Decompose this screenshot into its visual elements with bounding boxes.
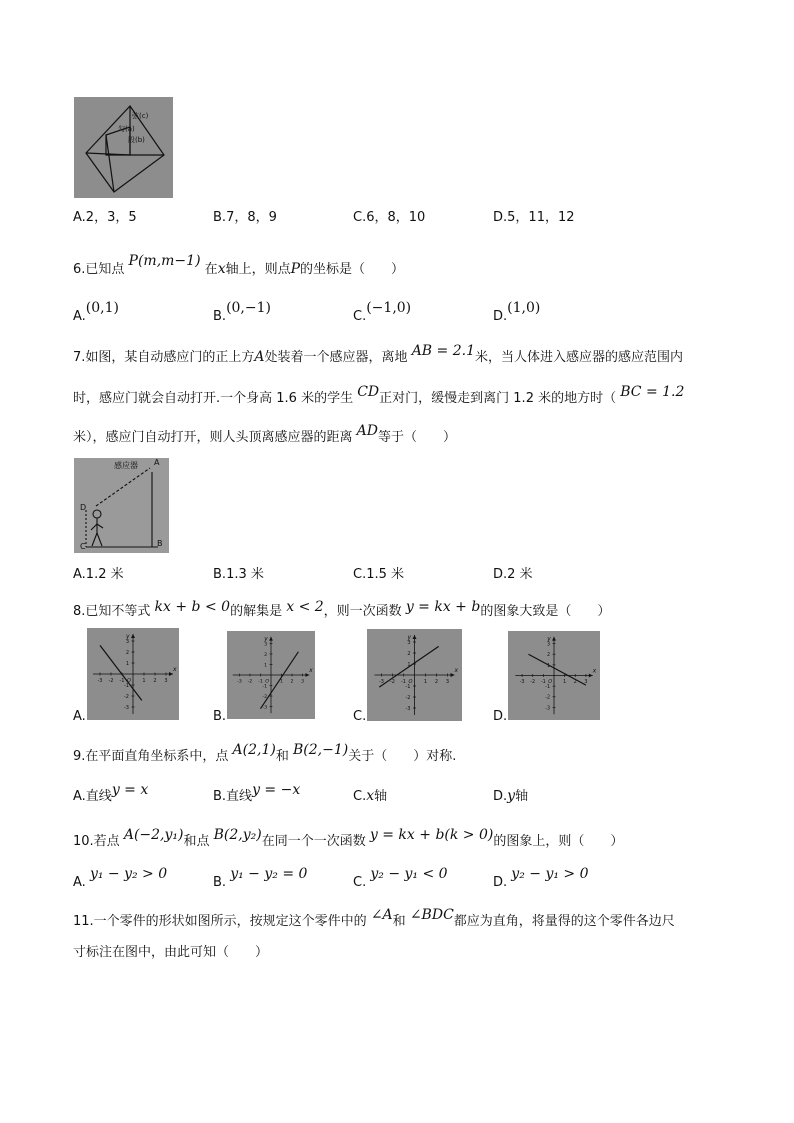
x-tick-label: 3 xyxy=(445,679,450,685)
x-tick-label: 3 xyxy=(584,680,588,686)
x-tick-label: -2 xyxy=(247,679,253,685)
y-tick-label: 3 xyxy=(264,642,268,648)
q8-option-c[interactable]: C. xyxy=(353,709,367,724)
x-tick-label: -2 xyxy=(530,680,536,686)
y-tick-label: -3 xyxy=(545,706,551,712)
q6-option-a[interactable]: A.(0,1) xyxy=(73,300,119,324)
y-tick-label: -3 xyxy=(405,706,411,712)
x-tick-label: 3 xyxy=(301,679,305,685)
x-tick-label: -1 xyxy=(119,678,125,684)
q8-stem: 8.已知不等式 kx + b < 0的解集是 x < 2，则一次函数 y = kx + b的图象大致是（ ） xyxy=(73,599,611,619)
x-tick-label: 2 xyxy=(573,680,577,686)
y-arrow xyxy=(269,637,273,641)
q10-option-d[interactable]: D. y₂ − y₁ > 0 xyxy=(493,866,589,890)
x-tick-label: 3 xyxy=(164,678,168,684)
function-line xyxy=(97,645,142,700)
x-axis-label: x xyxy=(454,667,459,674)
y-tick-label: 2 xyxy=(125,650,129,656)
q8-graph-b xyxy=(227,631,315,719)
y-tick-label: 1 xyxy=(125,661,129,667)
y-tick-label: -2 xyxy=(262,694,268,700)
function-line xyxy=(528,654,588,686)
q6-option-c[interactable]: C.(−1,0) xyxy=(353,300,412,324)
pythagoras-figure xyxy=(74,97,173,198)
y-axis-label: y xyxy=(547,636,551,643)
y-tick-label: 2 xyxy=(547,653,551,659)
y-tick-label: -3 xyxy=(124,705,129,711)
q6-option-d[interactable]: D.(1,0) xyxy=(493,300,541,324)
x-tick-label: -3 xyxy=(97,678,103,684)
q5-option-c[interactable]: C.6，8，10 xyxy=(353,210,426,225)
y-tick-label: -2 xyxy=(545,695,551,701)
label-a: A xyxy=(154,458,160,467)
x-tick-label: -1 xyxy=(401,679,406,685)
label-gou: 勾(a) xyxy=(118,125,135,133)
q9-stem: 9.在平面直角坐标系中，点 A(2,1)和 B(2,−1)关于（ ）对称. xyxy=(73,742,457,764)
x-axis-label: x xyxy=(173,666,177,673)
q10-option-c[interactable]: C. y₂ − y₁ < 0 xyxy=(353,866,448,890)
q7-option-b[interactable]: B.1.3 米 xyxy=(213,567,264,582)
x-tick-label: 1 xyxy=(563,680,567,686)
origin-label: O xyxy=(548,680,553,686)
y-tick-label: -1 xyxy=(405,684,411,690)
x-tick-label: 2 xyxy=(434,679,439,685)
x-tick-label: -3 xyxy=(519,680,525,686)
y-tick-label: -3 xyxy=(262,705,268,711)
q5-option-a[interactable]: A.2，3，5 xyxy=(73,210,137,225)
y-tick-label: -1 xyxy=(124,683,129,689)
y-arrow xyxy=(413,635,417,639)
x-tick-label: -3 xyxy=(379,679,384,685)
y-tick-label: 3 xyxy=(407,640,411,646)
x-tick-label: 1 xyxy=(142,678,146,684)
y-tick-label: -1 xyxy=(545,685,551,691)
q5-option-b[interactable]: B.7，8，9 xyxy=(213,210,277,225)
q7-option-c[interactable]: C.1.5 米 xyxy=(353,567,405,582)
q9-option-a[interactable]: A.直线y = x xyxy=(73,782,149,804)
label-xian: 弦(c) xyxy=(132,112,149,120)
q5-option-d[interactable]: D.5，11，12 xyxy=(493,210,575,225)
q9-option-c[interactable]: C.x轴 xyxy=(353,788,388,804)
y-tick-label: 2 xyxy=(407,651,411,657)
origin-label: O xyxy=(127,678,131,684)
x-tick-label: -1 xyxy=(540,680,546,686)
x-tick-label: -3 xyxy=(237,679,242,685)
x-tick-label: 2 xyxy=(153,678,157,684)
x-tick-label: -1 xyxy=(258,679,263,685)
q11-stem-line1: 11.一个零件的形状如图所示，按规定这个零件中的 ∠A和 ∠BDC都应为直角，将量得的这个零件各边尺 xyxy=(73,907,675,929)
y-tick-label: -2 xyxy=(124,694,129,700)
x-tick-label: -2 xyxy=(390,679,395,685)
q9-option-b[interactable]: B.直线y = −x xyxy=(213,782,301,804)
y-arrow xyxy=(131,634,135,638)
q11-stem-line2: 寸标注在图中，由此可知（ ） xyxy=(73,945,269,960)
q8-graph-a xyxy=(87,628,179,720)
label-gu: 股(b) xyxy=(128,136,145,144)
q10-stem: 10.若点 A(−2,y₁)和点 B(2,y₂)在同一个一次函数 y = kx + b(k > 0)的图象上，则（ ） xyxy=(73,827,624,849)
q8-option-a[interactable]: A. xyxy=(73,709,86,724)
q10-option-b[interactable]: B. y₁ − y₂ = 0 xyxy=(213,866,308,890)
y-tick-label: 2 xyxy=(264,652,268,658)
y-tick-label: 3 xyxy=(547,642,551,648)
q7-option-a[interactable]: A.1.2 米 xyxy=(73,567,124,582)
y-tick-label: 1 xyxy=(407,662,411,668)
y-tick-label: 1 xyxy=(547,663,551,669)
q8-option-b[interactable]: B. xyxy=(213,709,227,724)
x-axis-label: x xyxy=(309,668,313,675)
y-tick-label: -2 xyxy=(405,695,411,701)
x-tick-label: 1 xyxy=(423,679,428,685)
origin-label: O xyxy=(265,679,270,685)
q8-option-d[interactable]: D. xyxy=(493,709,508,724)
q6-stem: 6.已知点 P(m,m−1) 在x轴上，则点P的坐标是（ ） xyxy=(73,253,405,277)
q7-stem-line3: 米），感应门自动打开，则人头顶离感应器的距离 AD等于（ ） xyxy=(73,423,457,445)
q8-graph-c xyxy=(367,629,462,721)
q6-option-b[interactable]: B.(0,−1) xyxy=(213,300,271,324)
y-tick-label: 1 xyxy=(264,663,268,669)
y-tick-label: -1 xyxy=(262,684,268,690)
label-b: B xyxy=(157,539,163,548)
origin-label: O xyxy=(408,679,413,685)
label-sensor: 感应器 xyxy=(114,461,138,470)
x-tick-label: -2 xyxy=(108,678,114,684)
sensor-door-figure xyxy=(74,458,169,553)
q8-graph-d xyxy=(508,631,600,720)
q7-stem-line1: 7.如图，某自动感应门的正上方A处装着一个感应器，离地 AB = 2.1米，当人体进入感应器的感应范围内 xyxy=(73,343,683,365)
x-tick-label: 1 xyxy=(279,679,284,685)
label-d: D xyxy=(80,503,87,512)
x-axis-label: x xyxy=(592,668,597,675)
y-axis-label: y xyxy=(264,636,268,643)
q7-option-d[interactable]: D.2 米 xyxy=(493,567,533,582)
y-arrow xyxy=(552,637,556,641)
q9-option-d[interactable]: D.y轴 xyxy=(493,788,529,804)
x-tick-label: 2 xyxy=(290,679,294,685)
y-tick-label: 3 xyxy=(125,639,129,645)
label-c: C xyxy=(80,542,86,551)
y-axis-label: y xyxy=(407,634,412,641)
q7-stem-line2: 时，感应门就会自动打开.一个身高 1.6 米的学生 CD正对门，缓慢走到离门 1.2 米的地方时（ BC = 1.2 xyxy=(73,384,685,406)
y-axis-label: y xyxy=(126,633,130,640)
q10-option-a[interactable]: A. y₁ − y₂ > 0 xyxy=(73,866,168,890)
